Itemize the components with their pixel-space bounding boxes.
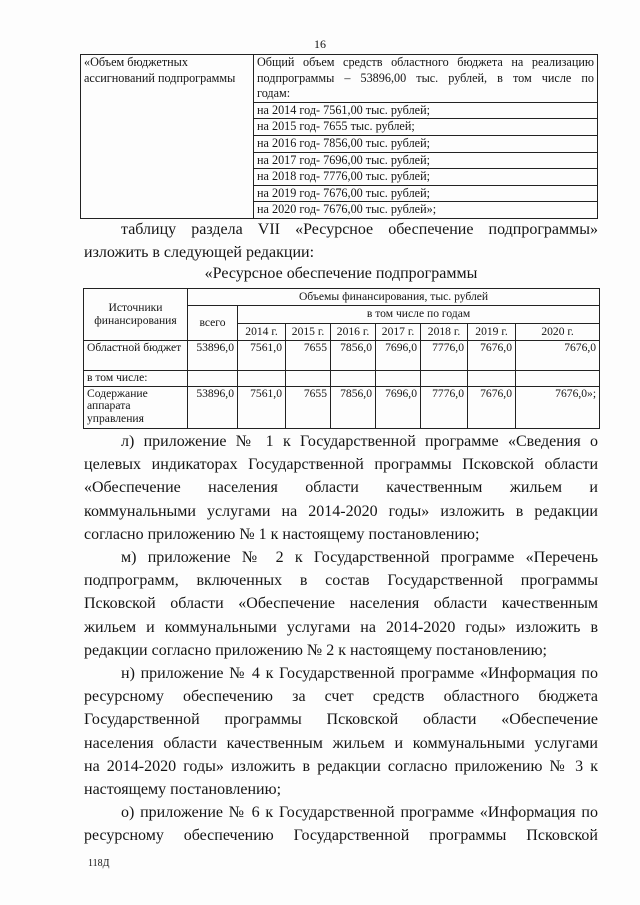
value-cell: 7696,0 [376,341,421,371]
year-header: 2017 г. [376,324,421,341]
source-cell: в том числе: [84,371,188,387]
text-line: населения области качественным жильем и коммунальными услугами [84,734,598,752]
value-cell: 7696,0 [376,386,421,428]
resource-table [83,288,600,429]
table-row [84,341,600,371]
text-line: настоящему постановлению; [84,781,282,799]
value-cell: 7776,0 [421,386,468,428]
volumes-header: Объемы финансирования, тыс. рублей [188,289,600,306]
text-line: целевых индикаторах Государственной программы Псковской области [84,456,598,474]
value-cell [468,371,516,387]
budget-allocation-label-text: «Объем бюджетных ассигнований подпрограммы [84,55,236,85]
value-cell [238,371,286,387]
budget-allocation-label [81,55,254,219]
value-cell [331,371,376,387]
paragraph-l [84,430,598,546]
text-line: м) приложение № 2 к Государственной программе «Перечень [121,549,598,566]
value-cell [376,371,421,387]
value-cell: 7856,0 [331,341,376,371]
year-header: 2014 г. [238,324,286,341]
value-cell: 7856,0 [331,386,376,428]
allocation-intro-line: подпрограммы – 53896,00 тыс. рублей, в том числе по [257,70,594,85]
total-cell: 53896,0 [188,386,238,428]
year-header: 2020 г. [516,324,600,341]
source-cell: Областной бюджет [84,341,188,371]
text-line: на 2014-2020 годы» изложить в редакции согласно приложению № 3 к [84,757,598,775]
allocation-year-line: на 2019 год- 7676,00 тыс. рублей; [254,185,597,202]
table-row [84,371,600,387]
value-cell: 7561,0 [238,386,286,428]
total-cell [188,371,238,387]
value-cell: 7676,0 [468,341,516,371]
value-cell: 7676,0»; [516,386,600,428]
text-line: Государственной программы Псковской области «Обеспечение [84,711,598,729]
budget-allocation-value [254,55,598,219]
allocation-year-line: на 2014 год- 7561,00 тыс. рублей; [254,102,597,119]
resource-table-title: «Ресурсное обеспечение подпрограммы [204,265,478,282]
text-line: Псковской области «Обеспечение населения области качественным [84,595,598,613]
text-line: редакции согласно приложению № 2 к настоящему постановлению; [84,641,547,659]
paragraph-o [84,801,598,847]
text-line: ресурсному обеспечению Государственной программы Псковской [84,827,598,845]
instruction-line: таблицу раздела VII «Ресурсное обеспечение подпрограммы» [121,221,598,238]
allocation-year-line: на 2020 год- 7676,00 тыс. рублей»; [254,201,597,218]
instruction-line: изложить в следующей редакции: [84,244,315,262]
allocation-intro-line: годам: [257,86,291,101]
footer-code: 118Д [88,858,110,869]
table-row [84,386,600,428]
text-line: ресурсному обеспечению за счет средств областного бюджета [84,688,598,706]
year-header: 2015 г. [286,324,331,341]
page-number: 16 [314,37,326,51]
instruction-paragraph [84,218,598,264]
year-header: 2018 г. [421,324,468,341]
value-cell: 7676,0 [516,341,600,371]
source-header: Источники финансирования [84,289,188,341]
total-cell: 53896,0 [188,341,238,371]
year-header: 2019 г. [468,324,516,341]
value-cell: 7776,0 [421,341,468,371]
allocation-year-line: на 2017 год- 7696,00 тыс. рублей; [254,152,597,169]
budget-allocation-table [80,54,598,219]
value-cell: 7561,0 [238,341,286,371]
text-line: «Обеспечение населения области качественным жильем и [84,479,598,497]
text-line: подпрограмм, включенных в состав Государственной программы [84,572,598,590]
allocation-year-line: на 2016 год- 7856,00 тыс. рублей; [254,135,597,152]
paragraph-n [84,662,598,801]
value-cell: 7655 [286,386,331,428]
text-line: о) приложение № 6 к Государственной программе «Информация по [121,804,598,821]
value-cell [421,371,468,387]
source-cell: Содержание аппарата управления [84,386,188,428]
value-cell: 7655 [286,341,331,371]
allocation-year-line: на 2018 год- 7776,00 тыс. рублей; [254,168,597,185]
allocation-year-line: на 2015 год- 7655 тыс. рублей; [254,118,597,135]
allocation-intro-line: Общий объем средств областного бюджета на реализацию [257,55,594,69]
value-cell [516,371,600,387]
text-line: согласно приложению № 1 к настоящему постановлению; [84,525,480,543]
text-line: н) приложение № 4 к Государственной программе «Информация по [121,665,598,682]
total-header: всего [188,306,238,341]
year-header: 2016 г. [331,324,376,341]
value-cell: 7676,0 [468,386,516,428]
paragraph-m [84,546,598,662]
by-years-header: в том числе по годам [238,306,600,324]
value-cell [286,371,331,387]
text-line: жильем и коммунальными услугами на 2014-2020 годы» изложить в [84,618,598,636]
text-line: коммунальными услугами на 2014-2020 годы» изложить в редакции [84,502,598,520]
text-line: л) приложение № 1 к Государственной программе «Сведения о [121,433,598,450]
